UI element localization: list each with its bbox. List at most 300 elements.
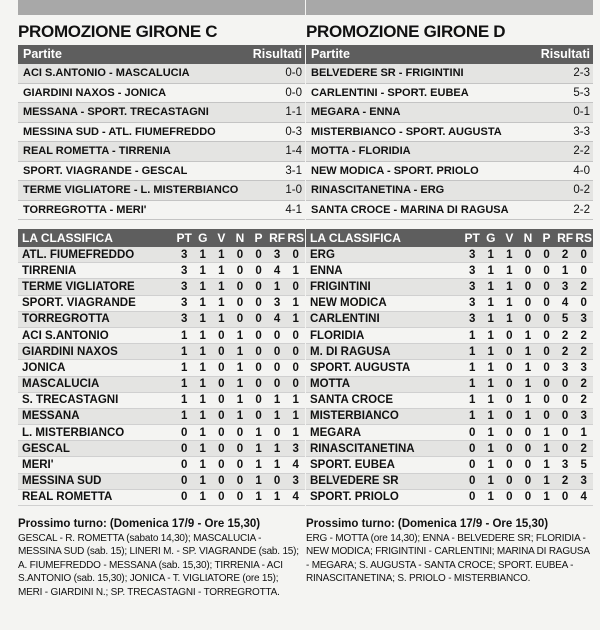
stat-cell: 1 <box>506 264 513 277</box>
stat-cell: 1 <box>180 378 188 391</box>
standings-table <box>306 247 593 506</box>
stat-cell: 1 <box>487 264 494 277</box>
team-name: FLORIDIA <box>310 329 365 342</box>
team-name: SPORT. AUGUSTA <box>310 361 411 374</box>
team-name: ENNA <box>310 264 343 277</box>
stat-cell: 1 <box>199 264 206 277</box>
stat-cell: 3 <box>180 280 188 293</box>
stat-cell: 1 <box>506 313 513 326</box>
stat-cell: 3 <box>468 280 476 293</box>
standings-row <box>18 296 305 312</box>
stat-cell: 0 <box>524 264 532 277</box>
team-name: MASCALUCIA <box>22 378 100 391</box>
team-name: CARLENTINI <box>310 313 380 326</box>
standings-row <box>18 344 305 360</box>
match-score: 3-3 <box>573 125 590 138</box>
standings-row <box>18 490 305 506</box>
stat-cell: 3 <box>561 361 569 374</box>
stat-cell: 1 <box>292 264 299 277</box>
stat-cell: 1 <box>506 248 513 261</box>
stat-cell: 0 <box>218 475 225 488</box>
standings-col-header: PT <box>464 231 480 245</box>
stat-cell: 0 <box>236 459 244 472</box>
stat-cell: 0 <box>292 329 299 342</box>
stat-cell: 0 <box>255 394 262 407</box>
stat-cell: 3 <box>468 313 476 326</box>
standings-row <box>306 312 593 328</box>
stat-cell: 0 <box>180 459 188 472</box>
standings-row <box>306 263 593 279</box>
stat-cell: 3 <box>292 442 299 455</box>
results-header <box>18 45 305 64</box>
stat-cell: 0 <box>543 361 550 374</box>
standings-header <box>306 229 593 247</box>
stat-cell: 0 <box>236 426 244 439</box>
stat-cell: 0 <box>468 426 476 439</box>
stat-cell: 3 <box>580 410 587 423</box>
stat-cell: 0 <box>543 329 550 342</box>
risultati-header: Risultati <box>252 47 302 61</box>
stat-cell: 0 <box>543 313 550 326</box>
standings-row <box>18 377 305 393</box>
stat-cell: 1 <box>524 394 532 407</box>
stat-cell: 0 <box>236 313 244 326</box>
standings-col-header: N <box>235 231 245 245</box>
stat-cell: 3 <box>468 264 476 277</box>
standings-col-header: RF <box>557 231 574 245</box>
stat-cell: 0 <box>506 361 513 374</box>
standings-row <box>306 344 593 360</box>
results-header <box>306 45 593 64</box>
stat-cell: 2 <box>580 345 587 358</box>
stat-cell: 0 <box>580 264 587 277</box>
stat-cell: 1 <box>255 475 262 488</box>
match-teams: BELVEDERE SR - FRIGINTINI <box>311 67 464 80</box>
stat-cell: 1 <box>180 361 188 374</box>
stat-cell: 3 <box>273 297 281 310</box>
stat-cell: 1 <box>255 442 262 455</box>
standings-row <box>306 296 593 312</box>
stat-cell: 2 <box>580 394 587 407</box>
standings-row <box>18 279 305 295</box>
standings-row <box>306 474 593 490</box>
standings-row <box>306 328 593 344</box>
stat-cell: 3 <box>468 297 476 310</box>
standings-row <box>306 425 593 441</box>
stat-cell: 1 <box>487 248 494 261</box>
match-row <box>18 162 305 182</box>
stat-cell: 1 <box>199 442 206 455</box>
stat-cell: 0 <box>218 361 225 374</box>
stat-cell: 0 <box>292 345 299 358</box>
standings-row <box>18 425 305 441</box>
team-name: SPORT. VIAGRANDE <box>22 297 136 310</box>
stat-cell: 0 <box>506 410 513 423</box>
stat-cell: 1 <box>292 394 299 407</box>
next-round-label: Prossimo turno: <box>18 518 107 530</box>
stat-cell: 1 <box>273 280 281 293</box>
next-round-fixtures: ERG - MOTTA (ore 14,30); ENNA - BELVEDERE SR; FLORIDIA - NEW MODICA; FRIGINTINI - CARLENTINI; MARINA DI RAGUSA - MEGARA; S. AUGUSTA - SANTA CROCE; SPORT. EUBEA - RINASCITANETINA; S. PRIOLO - MISTERBIANCO. <box>306 532 590 585</box>
stat-cell: 1 <box>292 426 299 439</box>
standings-col-header: P <box>254 231 263 245</box>
stat-cell: 0 <box>561 491 569 504</box>
stat-cell: 1 <box>273 459 281 472</box>
match-score: 4-1 <box>285 203 302 216</box>
stat-cell: 1 <box>543 491 550 504</box>
team-name: REAL ROMETTA <box>22 491 113 504</box>
stat-cell: 3 <box>580 475 587 488</box>
standings-col-header: RF <box>269 231 286 245</box>
stat-cell: 0 <box>255 313 262 326</box>
match-score: 2-3 <box>573 67 590 80</box>
stat-cell: 0 <box>218 459 225 472</box>
stat-cell: 1 <box>273 394 281 407</box>
stat-cell: 0 <box>468 475 476 488</box>
standings-row <box>18 328 305 344</box>
stat-cell: 0 <box>506 475 513 488</box>
stat-cell: 0 <box>468 459 476 472</box>
stat-cell: 1 <box>292 297 299 310</box>
stat-cell: 0 <box>236 248 244 261</box>
stat-cell: 0 <box>506 442 513 455</box>
stat-cell: 1 <box>580 426 587 439</box>
standings-col-header: V <box>505 231 514 245</box>
match-score: 3-1 <box>285 164 302 177</box>
stat-cell: 1 <box>199 394 206 407</box>
team-name: L. MISTERBIANCO <box>22 426 125 439</box>
standings-table <box>18 247 305 506</box>
standings-col-header: G <box>486 231 496 245</box>
team-name: RINASCITANETINA <box>310 442 415 455</box>
stat-cell: 0 <box>255 248 262 261</box>
stat-cell: 1 <box>236 345 244 358</box>
stat-cell: 0 <box>255 378 262 391</box>
stat-cell: 0 <box>273 345 281 358</box>
stat-cell: 0 <box>543 378 550 391</box>
stat-cell: 0 <box>561 426 569 439</box>
stat-cell: 1 <box>218 280 225 293</box>
section-title: PROMOZIONE GIRONE C <box>18 22 218 41</box>
stat-cell: 0 <box>236 280 244 293</box>
match-teams: RINASCITANETINA - ERG <box>311 184 445 197</box>
stat-cell: 1 <box>199 313 206 326</box>
team-name: MOTTA <box>310 378 351 391</box>
stat-cell: 1 <box>199 426 206 439</box>
standings-row <box>306 377 593 393</box>
stat-cell: 0 <box>236 264 244 277</box>
match-score: 1-1 <box>285 106 302 119</box>
standings-row <box>18 474 305 490</box>
match-row <box>306 123 593 143</box>
stat-cell: 0 <box>561 442 569 455</box>
standings-row <box>306 457 593 473</box>
stat-cell: 1 <box>199 345 206 358</box>
standings-row <box>18 312 305 328</box>
match-score: 0-3 <box>285 125 302 138</box>
match-teams: ACI S.ANTONIO - MASCALUCIA <box>23 67 190 80</box>
stat-cell: 2 <box>580 442 587 455</box>
stat-cell: 0 <box>255 297 262 310</box>
match-score: 1-4 <box>285 145 302 158</box>
next-round-label: Prossimo turno: <box>306 518 395 530</box>
stat-cell: 3 <box>561 459 569 472</box>
match-teams: MOTTA - FLORIDIA <box>311 145 411 158</box>
stat-cell: 1 <box>199 410 206 423</box>
match-teams: NEW MODICA - SPORT. PRIOLO <box>311 164 479 177</box>
standings-row <box>18 263 305 279</box>
stat-cell: 0 <box>506 426 513 439</box>
stat-cell: 0 <box>524 297 532 310</box>
match-score: 0-1 <box>573 106 590 119</box>
stat-cell: 1 <box>487 313 494 326</box>
stat-cell: 1 <box>487 426 494 439</box>
match-teams: MESSINA SUD - ATL. FIUMEFREDDO <box>23 125 216 138</box>
stat-cell: 1 <box>487 410 494 423</box>
stat-cell: 0 <box>180 491 188 504</box>
risultati-header: Risultati <box>540 47 590 61</box>
stat-cell: 2 <box>561 475 569 488</box>
stat-cell: 1 <box>273 410 281 423</box>
stat-cell: 1 <box>199 475 206 488</box>
stat-cell: 1 <box>199 361 206 374</box>
stat-cell: 0 <box>561 378 569 391</box>
stat-cell: 1 <box>180 345 188 358</box>
stat-cell: 0 <box>273 426 281 439</box>
stat-cell: 0 <box>524 475 532 488</box>
stat-cell: 0 <box>180 442 188 455</box>
stat-cell: 0 <box>255 361 262 374</box>
stat-cell: 3 <box>561 280 569 293</box>
stat-cell: 0 <box>506 459 513 472</box>
stat-cell: 1 <box>468 345 476 358</box>
standings-row <box>18 393 305 409</box>
match-row <box>306 64 593 84</box>
stat-cell: 4 <box>580 491 587 504</box>
top-gray-bar <box>306 0 593 15</box>
team-name: M. DI RAGUSA <box>310 345 391 358</box>
match-row <box>306 162 593 182</box>
stat-cell: 1 <box>487 378 494 391</box>
stat-cell: 1 <box>524 378 532 391</box>
stat-cell: 1 <box>199 329 206 342</box>
stat-cell: 1 <box>236 394 244 407</box>
stat-cell: 3 <box>292 475 299 488</box>
stat-cell: 1 <box>487 491 494 504</box>
stat-cell: 0 <box>218 410 225 423</box>
match-score: 0-2 <box>573 184 590 197</box>
stat-cell: 0 <box>255 329 262 342</box>
standings-row <box>306 279 593 295</box>
match-row <box>18 201 305 221</box>
stat-cell: 0 <box>218 329 225 342</box>
team-name: SPORT. EUBEA <box>310 459 395 472</box>
team-name: GESCAL <box>22 442 70 455</box>
stat-cell: 0 <box>292 378 299 391</box>
match-teams: MISTERBIANCO - SPORT. AUGUSTA <box>311 125 502 138</box>
stat-cell: 0 <box>255 280 262 293</box>
stat-cell: 0 <box>273 329 281 342</box>
standings-title: LA CLASSIFICA <box>310 231 401 245</box>
section-title: PROMOZIONE GIRONE D <box>306 22 506 41</box>
stat-cell: 1 <box>506 280 513 293</box>
stat-cell: 1 <box>236 361 244 374</box>
stat-cell: 0 <box>255 410 262 423</box>
standings-row <box>18 360 305 376</box>
standings-row <box>18 409 305 425</box>
standings-header <box>18 229 305 247</box>
team-name: TERME VIGLIATORE <box>22 280 135 293</box>
next-round <box>306 518 593 586</box>
stat-cell: 3 <box>273 248 281 261</box>
stat-cell: 0 <box>561 410 569 423</box>
stat-cell: 3 <box>580 313 587 326</box>
stat-cell: 0 <box>236 297 244 310</box>
stat-cell: 3 <box>180 248 188 261</box>
standings-col-header: RS <box>287 231 305 245</box>
team-name: BELVEDERE SR <box>310 475 399 488</box>
stat-cell: 0 <box>580 297 587 310</box>
match-score: 4-0 <box>573 164 590 177</box>
stat-cell: 0 <box>524 313 532 326</box>
top-gray-bar <box>18 0 305 15</box>
stat-cell: 1 <box>218 297 225 310</box>
standings-row <box>306 360 593 376</box>
stat-cell: 1 <box>292 410 299 423</box>
standings-col-header: V <box>217 231 226 245</box>
girone-d-column <box>306 0 593 586</box>
stat-cell: 0 <box>543 345 550 358</box>
stat-cell: 2 <box>561 248 569 261</box>
team-name: MISTERBIANCO <box>310 410 399 423</box>
stat-cell: 1 <box>180 410 188 423</box>
stat-cell: 1 <box>487 459 494 472</box>
team-name: FRIGINTINI <box>310 280 371 293</box>
team-name: TORREGROTTA <box>22 313 110 326</box>
stat-cell: 0 <box>218 491 225 504</box>
match-teams: CARLENTINI - SPORT. EUBEA <box>311 86 469 99</box>
stat-cell: 1 <box>199 491 206 504</box>
match-teams: TORREGROTTA - MERI' <box>23 203 147 216</box>
match-score: 2-2 <box>573 203 590 216</box>
stat-cell: 0 <box>273 378 281 391</box>
team-name: GIARDINI NAXOS <box>22 345 118 358</box>
standings-col-header: N <box>523 231 533 245</box>
stat-cell: 4 <box>273 313 281 326</box>
team-name: SANTA CROCE <box>310 394 394 407</box>
stat-cell: 5 <box>561 313 569 326</box>
stat-cell: 0 <box>506 491 513 504</box>
stat-cell: 1 <box>468 329 476 342</box>
results-list <box>18 64 305 220</box>
match-row <box>306 84 593 104</box>
stat-cell: 0 <box>561 394 569 407</box>
standings-col-header: RS <box>575 231 593 245</box>
stat-cell: 4 <box>292 459 299 472</box>
team-name: ERG <box>310 248 335 261</box>
stat-cell: 1 <box>543 459 550 472</box>
stat-cell: 0 <box>218 394 225 407</box>
stat-cell: 0 <box>236 491 244 504</box>
stat-cell: 0 <box>506 394 513 407</box>
stat-cell: 1 <box>561 264 569 277</box>
stat-cell: 1 <box>506 297 513 310</box>
standings-row <box>306 441 593 457</box>
stat-cell: 1 <box>255 459 262 472</box>
stat-cell: 1 <box>524 329 532 342</box>
stat-cell: 0 <box>255 264 262 277</box>
team-name: MERI' <box>22 459 54 472</box>
stat-cell: 0 <box>506 329 513 342</box>
stat-cell: 1 <box>487 297 494 310</box>
standings-col-header: PT <box>176 231 192 245</box>
stat-cell: 1 <box>180 329 188 342</box>
stat-cell: 0 <box>506 345 513 358</box>
stat-cell: 1 <box>255 491 262 504</box>
match-row <box>306 103 593 123</box>
team-name: MESSINA SUD <box>22 475 102 488</box>
team-name: TIRRENIA <box>22 264 77 277</box>
standings-row <box>18 441 305 457</box>
match-row <box>18 103 305 123</box>
stat-cell: 0 <box>180 426 188 439</box>
stat-cell: 0 <box>292 248 299 261</box>
standings-row <box>18 247 305 263</box>
standings-row <box>306 490 593 506</box>
stat-cell: 0 <box>524 248 532 261</box>
stat-cell: 1 <box>273 442 281 455</box>
partite-header: Partite <box>23 47 62 61</box>
match-row <box>306 142 593 162</box>
match-row <box>306 201 593 221</box>
stat-cell: 0 <box>543 410 550 423</box>
stat-cell: 0 <box>524 280 532 293</box>
stat-cell: 5 <box>580 459 587 472</box>
stat-cell: 2 <box>561 345 569 358</box>
stat-cell: 0 <box>218 345 225 358</box>
match-score: 0-0 <box>285 86 302 99</box>
stat-cell: 0 <box>580 248 587 261</box>
match-row <box>18 142 305 162</box>
stat-cell: 2 <box>580 280 587 293</box>
stat-cell: 1 <box>487 345 494 358</box>
stat-cell: 1 <box>487 361 494 374</box>
stat-cell: 0 <box>543 264 550 277</box>
stat-cell: 0 <box>524 442 532 455</box>
team-name: SPORT. PRIOLO <box>310 491 399 504</box>
next-round <box>18 518 305 600</box>
next-round-fixtures: GESCAL - R. ROMETTA (sabato 14,30); MASCALUCIA - MESSINA SUD (sab. 15); LINERI M. - SP. VIAGRANDE (sab. 15); A. FIUMEFREDDO - MESSANA (sab. 15,30); TIRRENIA - ACI S.ANTONIO (sab. 15,30); JONICA - T. VIGLIATORE (ore 15); MERI - GIARDINI N.; SP. TRECASTAGNI - TORREGROTTA. <box>18 532 299 598</box>
partite-header: Partite <box>311 47 350 61</box>
stat-cell: 1 <box>292 313 299 326</box>
match-score: 2-2 <box>573 145 590 158</box>
stat-cell: 1 <box>199 378 206 391</box>
stat-cell: 0 <box>543 248 550 261</box>
standings-row <box>306 393 593 409</box>
stat-cell: 0 <box>524 491 532 504</box>
stat-cell: 1 <box>255 426 262 439</box>
team-name: ACI S.ANTONIO <box>22 329 109 342</box>
stat-cell: 0 <box>543 280 550 293</box>
match-score: 0-0 <box>285 67 302 80</box>
stat-cell: 1 <box>487 280 494 293</box>
standings-col-header: P <box>542 231 551 245</box>
next-round-date: (Domenica 17/9 - Ore 15,30) <box>397 518 549 530</box>
match-teams: SPORT. VIAGRANDE - GESCAL <box>23 164 188 177</box>
stat-cell: 4 <box>561 297 569 310</box>
stat-cell: 1 <box>524 345 532 358</box>
stat-cell: 1 <box>487 442 494 455</box>
match-teams: SANTA CROCE - MARINA DI RAGUSA <box>311 203 509 216</box>
